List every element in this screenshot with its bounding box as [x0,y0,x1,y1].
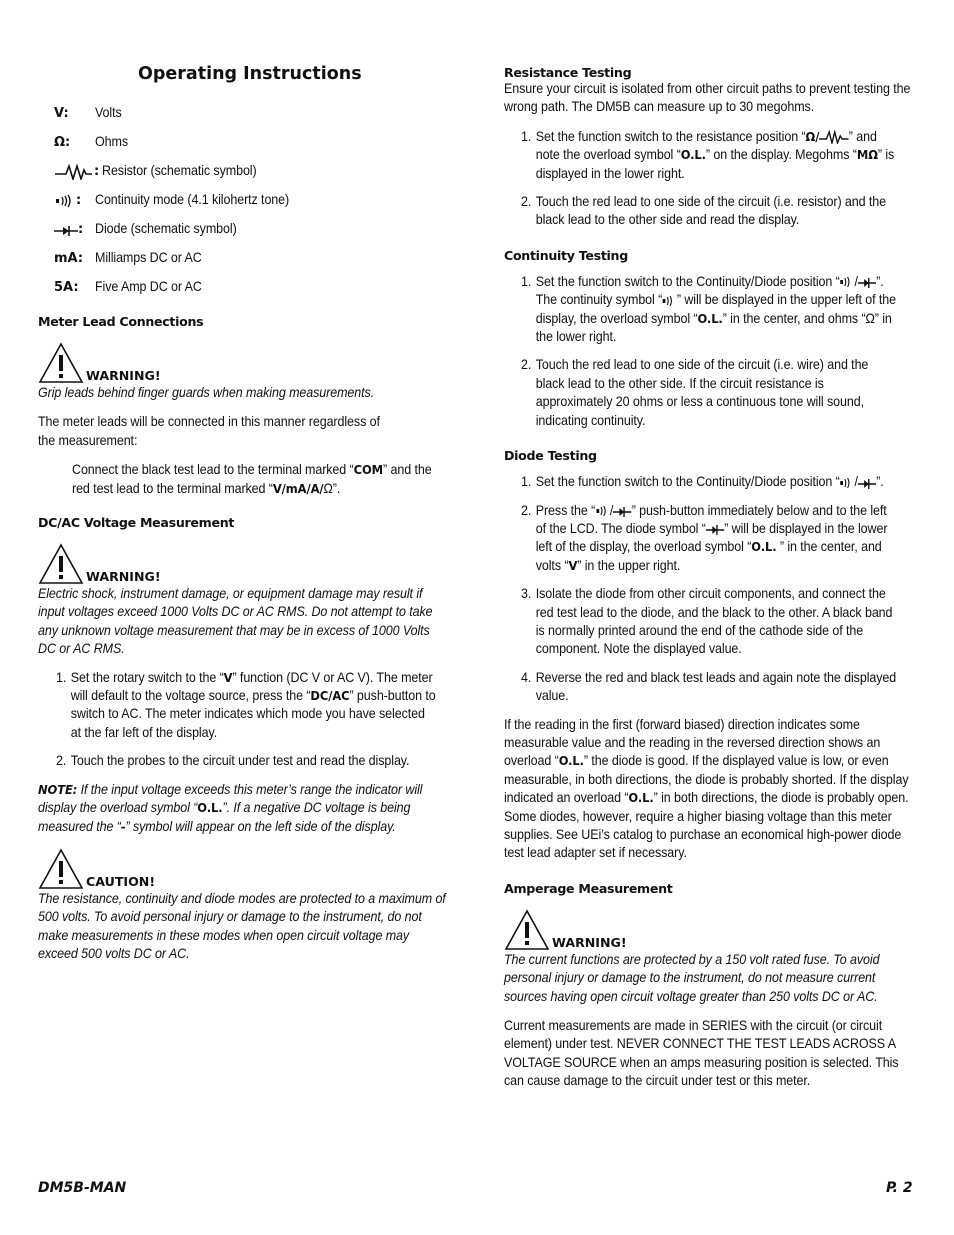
list-item: 3. Isolate the diode from other circuit components, and connect the red test lead to the diode, and the black to the other. A black band is normally printed around the end of the cathode side of the component. Note the displayed value. [521,586,893,657]
resistance-steps [521,128,918,230]
continuity-steps [521,273,918,430]
legend-symbol: : [78,222,84,237]
legend-desc: Five Amp DC or AC [95,279,202,295]
right-column [504,65,918,1091]
list-item: 1. Set the function switch to the resistance position “Ω/ ” and note the overload symbol “O.L.” on the display. Megohms “MΩ” is displayed in the lower right. [521,128,895,181]
legend-row-five-amp [54,273,448,302]
legend-row-milliamps [54,244,448,273]
warning-triangle-icon [38,342,84,384]
symbol-legend [54,99,448,302]
caution-block [38,848,448,890]
resistance-intro: Ensure your circuit is isolated from other circuit paths to prevent testing the wrong path. The DM5B can measure up to 30 megohms. [504,81,911,115]
legend-desc: Volts [95,105,122,121]
caution-label: CAUTION! [86,873,156,889]
legend-symbol: V: [54,106,69,121]
voltage-steps [56,669,448,771]
list-item: 2. Touch the probes to the circuit under test and read the display. [56,753,410,769]
legend-desc: Milliamps DC or AC [95,250,202,266]
legend-row-resistor [54,157,448,186]
continuity-icon [595,504,610,518]
left-column [38,62,448,964]
warning-block [504,909,918,951]
legend-desc: Ohms [95,134,128,150]
section-heading-resistance: Resistance Testing [504,65,632,80]
list-item: 1. Set the function switch to the Continuity/Diode position “ / ”. [521,474,884,490]
diode-icon [858,276,876,288]
list-item: 4. Reverse the red and black test leads and again note the displayed value. [521,669,897,704]
continuity-icon [840,275,855,289]
lead-connection-instructions: Connect the black test lead to the terminal marked “COM” and the red test lead to the terminal marked “V/mA/A/Ω”. [72,462,432,496]
legend-row-diode [54,215,448,244]
section-heading-diode: Diode Testing [504,448,597,464]
warning-triangle-icon [504,909,550,951]
section-heading-voltage: DC/AC Voltage Measurement [38,515,235,531]
footer-page-number: P. 2 [886,1180,913,1196]
legend-row-volts [54,99,448,128]
page-title: Operating Instructions [138,64,362,84]
legend-desc: Resistor (schematic symbol) [102,163,257,179]
legend-row-ohms [54,128,448,157]
diode-icon [706,523,724,535]
list-item: 1. Set the rotary switch to the “V” function (DC V or AC V). The meter will default to the voltage source, press the “DC/AC” push-button to switch to AC. The meter indicates which mode you have selected at the far left of the display. [56,669,436,740]
legend-symbol: mA: [54,251,84,266]
resistor-icon [54,164,94,180]
warning-text: The current functions are protected by a 150 volt rated fuse. To avoid personal injury or damage to the instrument, do not measure current sources having open circuit voltage greater than 250 volts DC or AC. [504,951,880,1004]
legend-desc: Diode (schematic symbol) [95,221,237,237]
warning-label: WARNING! [86,368,161,383]
legend-symbol: Ω: [54,135,71,150]
warning-triangle-icon [38,543,84,585]
continuity-icon [662,294,677,308]
continuity-icon [54,193,76,209]
warning-block [38,543,448,585]
section-heading-continuity: Continuity Testing [504,247,628,263]
diode-icon [858,477,876,489]
diode-explanation: If the reading in the first (forward biased) direction indicates some measurable value and the reading in the reversed direction shows an overload “O.L.” the diode is good. If the displayed value is low, or even measurable, in both directions, the diode is probably shorted. If the display indicated an overload “O.L.” in both directions, the diode is probably open. Some diodes, however, require a higher biasing voltage than this meter supplies. See UEi’s catalog to purchase an economical high-power diode test lead adapter set if necessary. [504,716,909,861]
list-item: 2. Touch the red lead to one side of the circuit (i.e. resistor) and the black lead to the other side and read the display. [521,194,886,228]
amperage-paragraph: Current measurements are made in SERIES with the circuit (or circuit element) under test. NEVER CONNECT THE TEST LEADS ACROSS A VOLTAGE SOURCE when an amps measuring position is selected. This can cause damage to the circuit under test or this meter. [504,1018,899,1089]
diode-icon [54,223,78,237]
footer-document-code: DM5B-MAN [38,1180,127,1196]
warning-label: WARNING! [86,569,161,585]
legend-symbol: : [94,164,100,179]
diode-icon [613,505,631,517]
caution-text: The resistance, continuity and diode modes are protected to a maximum of 500 volts. To avoid personal injury or damage to the instrument, do not make measurements in these modes when open circuit voltage may exceed 500 volts DC or AC. [38,890,446,962]
voltage-note: NOTE: If the input voltage exceeds this meter’s range the indicator will display the overload symbol “O.L.”. If a negative DC voltage is being measured the “-” symbol will appear on the left side of the display. [38,781,423,834]
meter-leads-intro: The meter leads will be connected in this manner regardless of the measurement: [38,414,380,448]
warning-triangle-icon [38,848,84,890]
resistor-icon [819,130,848,144]
legend-desc: Continuity mode (4.1 kilohertz tone) [95,192,290,208]
warning-text: Electric shock, instrument damage, or equipment damage may result if input voltages exceed 1000 Volts DC or AC RMS. Do not attempt to take any unknown voltage measurement that may be in excess of 1000 Volts DC or AC RMS. [38,586,433,657]
list-item: 1. Set the function switch to the Continuity/Diode position “ / ”. The continuity symbol “ ” will be displayed in the upper left of the display, the overload symbol “O.L.” in the center, and ohms “Ω” in the lower right. [521,273,897,345]
continuity-icon [840,476,855,490]
section-heading-amperage: Amperage Measurement [504,880,673,896]
list-item: 2. Touch the red lead to one side of the circuit (i.e. wire) and the black lead to the other side. If the circuit resistance is approximately 20 ohms or less a continuous tone will sound, indicating continuity. [521,357,869,428]
legend-symbol: : [76,193,82,208]
legend-row-continuity [54,186,448,215]
diode-steps [521,473,918,705]
warning-label: WARNING! [552,934,627,950]
warning-block [38,342,448,384]
section-heading-meter-leads: Meter Lead Connections [38,314,204,329]
legend-symbol: 5A: [54,280,79,295]
list-item: 2. Press the “ / ” push-button immediately below and to the left of the LCD. The diode symbol “ ” will be displayed in the lower left of the display, the overload symbol “O.L. ” in the center, and volts “V” in the upper right. [521,502,888,573]
warning-text: Grip leads behind finger guards when making measurements. [38,385,375,400]
